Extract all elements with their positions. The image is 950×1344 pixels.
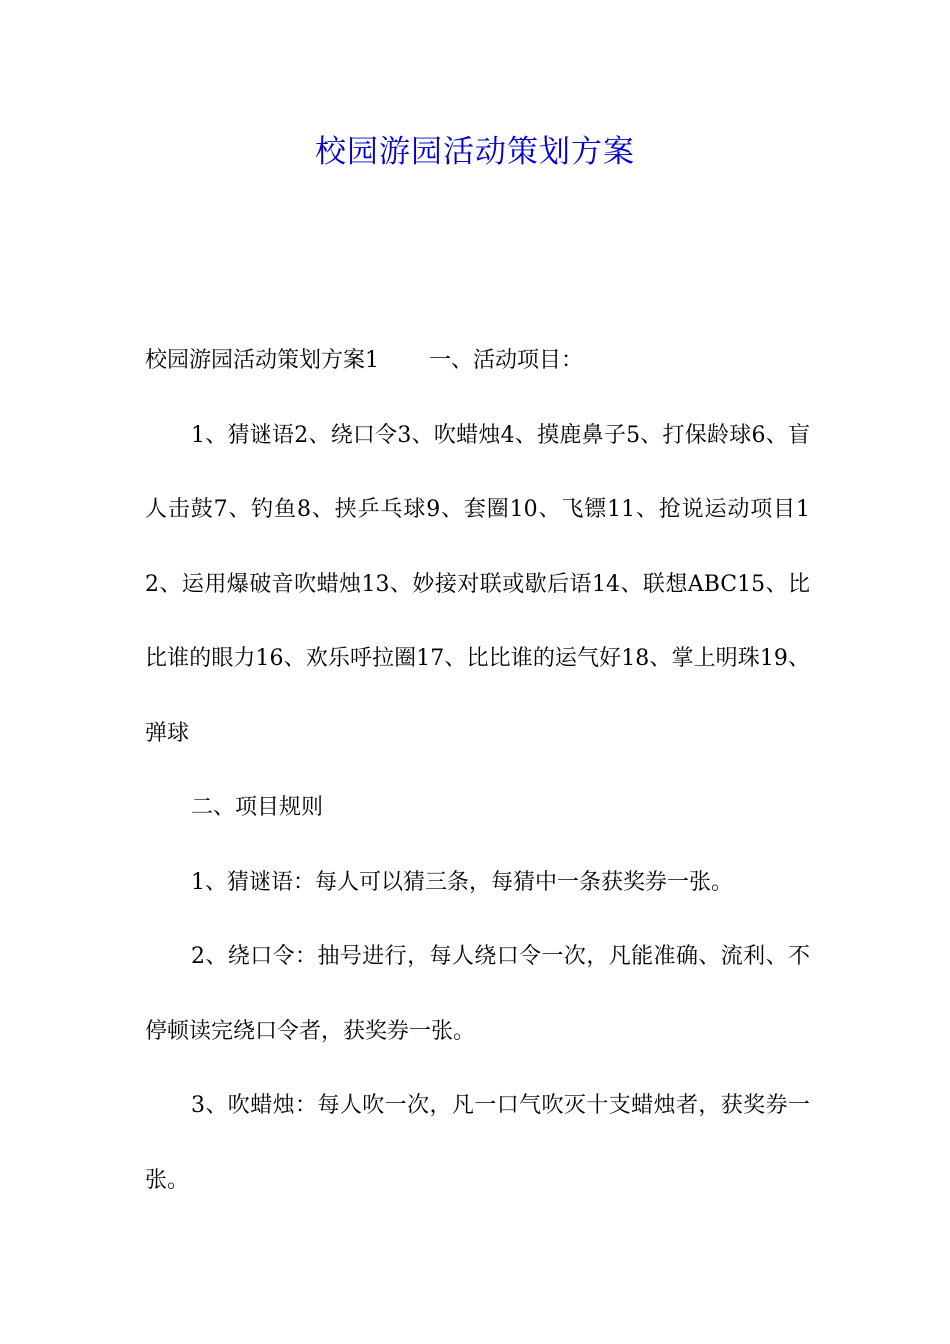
- section1-heading: 一、活动项目：: [429, 348, 584, 373]
- document-body: [145, 324, 810, 1218]
- intro-heading: 校园游园活动策划方案1: [145, 348, 379, 373]
- document-title: 校园游园活动策划方案: [315, 134, 635, 170]
- intro-line: [145, 324, 810, 399]
- rule-2: 2、绕口令：抽号进行，每人绕口令一次，凡能准确、流利、不停顿读完绕口令者，获奖券一张。: [145, 944, 810, 1044]
- section2-heading: 二、项目规则: [191, 795, 324, 820]
- section1-items: 1、猜谜语2、绕口令3、吹蜡烛4、摸鹿鼻子5、打保龄球6、盲人击鼓7、钓鱼8、挟乒乓球9、套圈10、飞镖11、抢说运动项目12、运用爆破音吹蜡烛13、妙接对联或歇后语14、联想ABC15、比比谁的眼力16、欢乐呼拉圈17、比比谁的运气好18、掌上明珠19、弹球: [145, 422, 810, 746]
- rule-3: 3、吹蜡烛：每人吹一次，凡一口气吹灭十支蜡烛者，获奖券一张。: [145, 1093, 810, 1193]
- rule-1: 1、猜谜语：每人可以猜三条，每猜中一条获奖券一张。: [191, 869, 733, 895]
